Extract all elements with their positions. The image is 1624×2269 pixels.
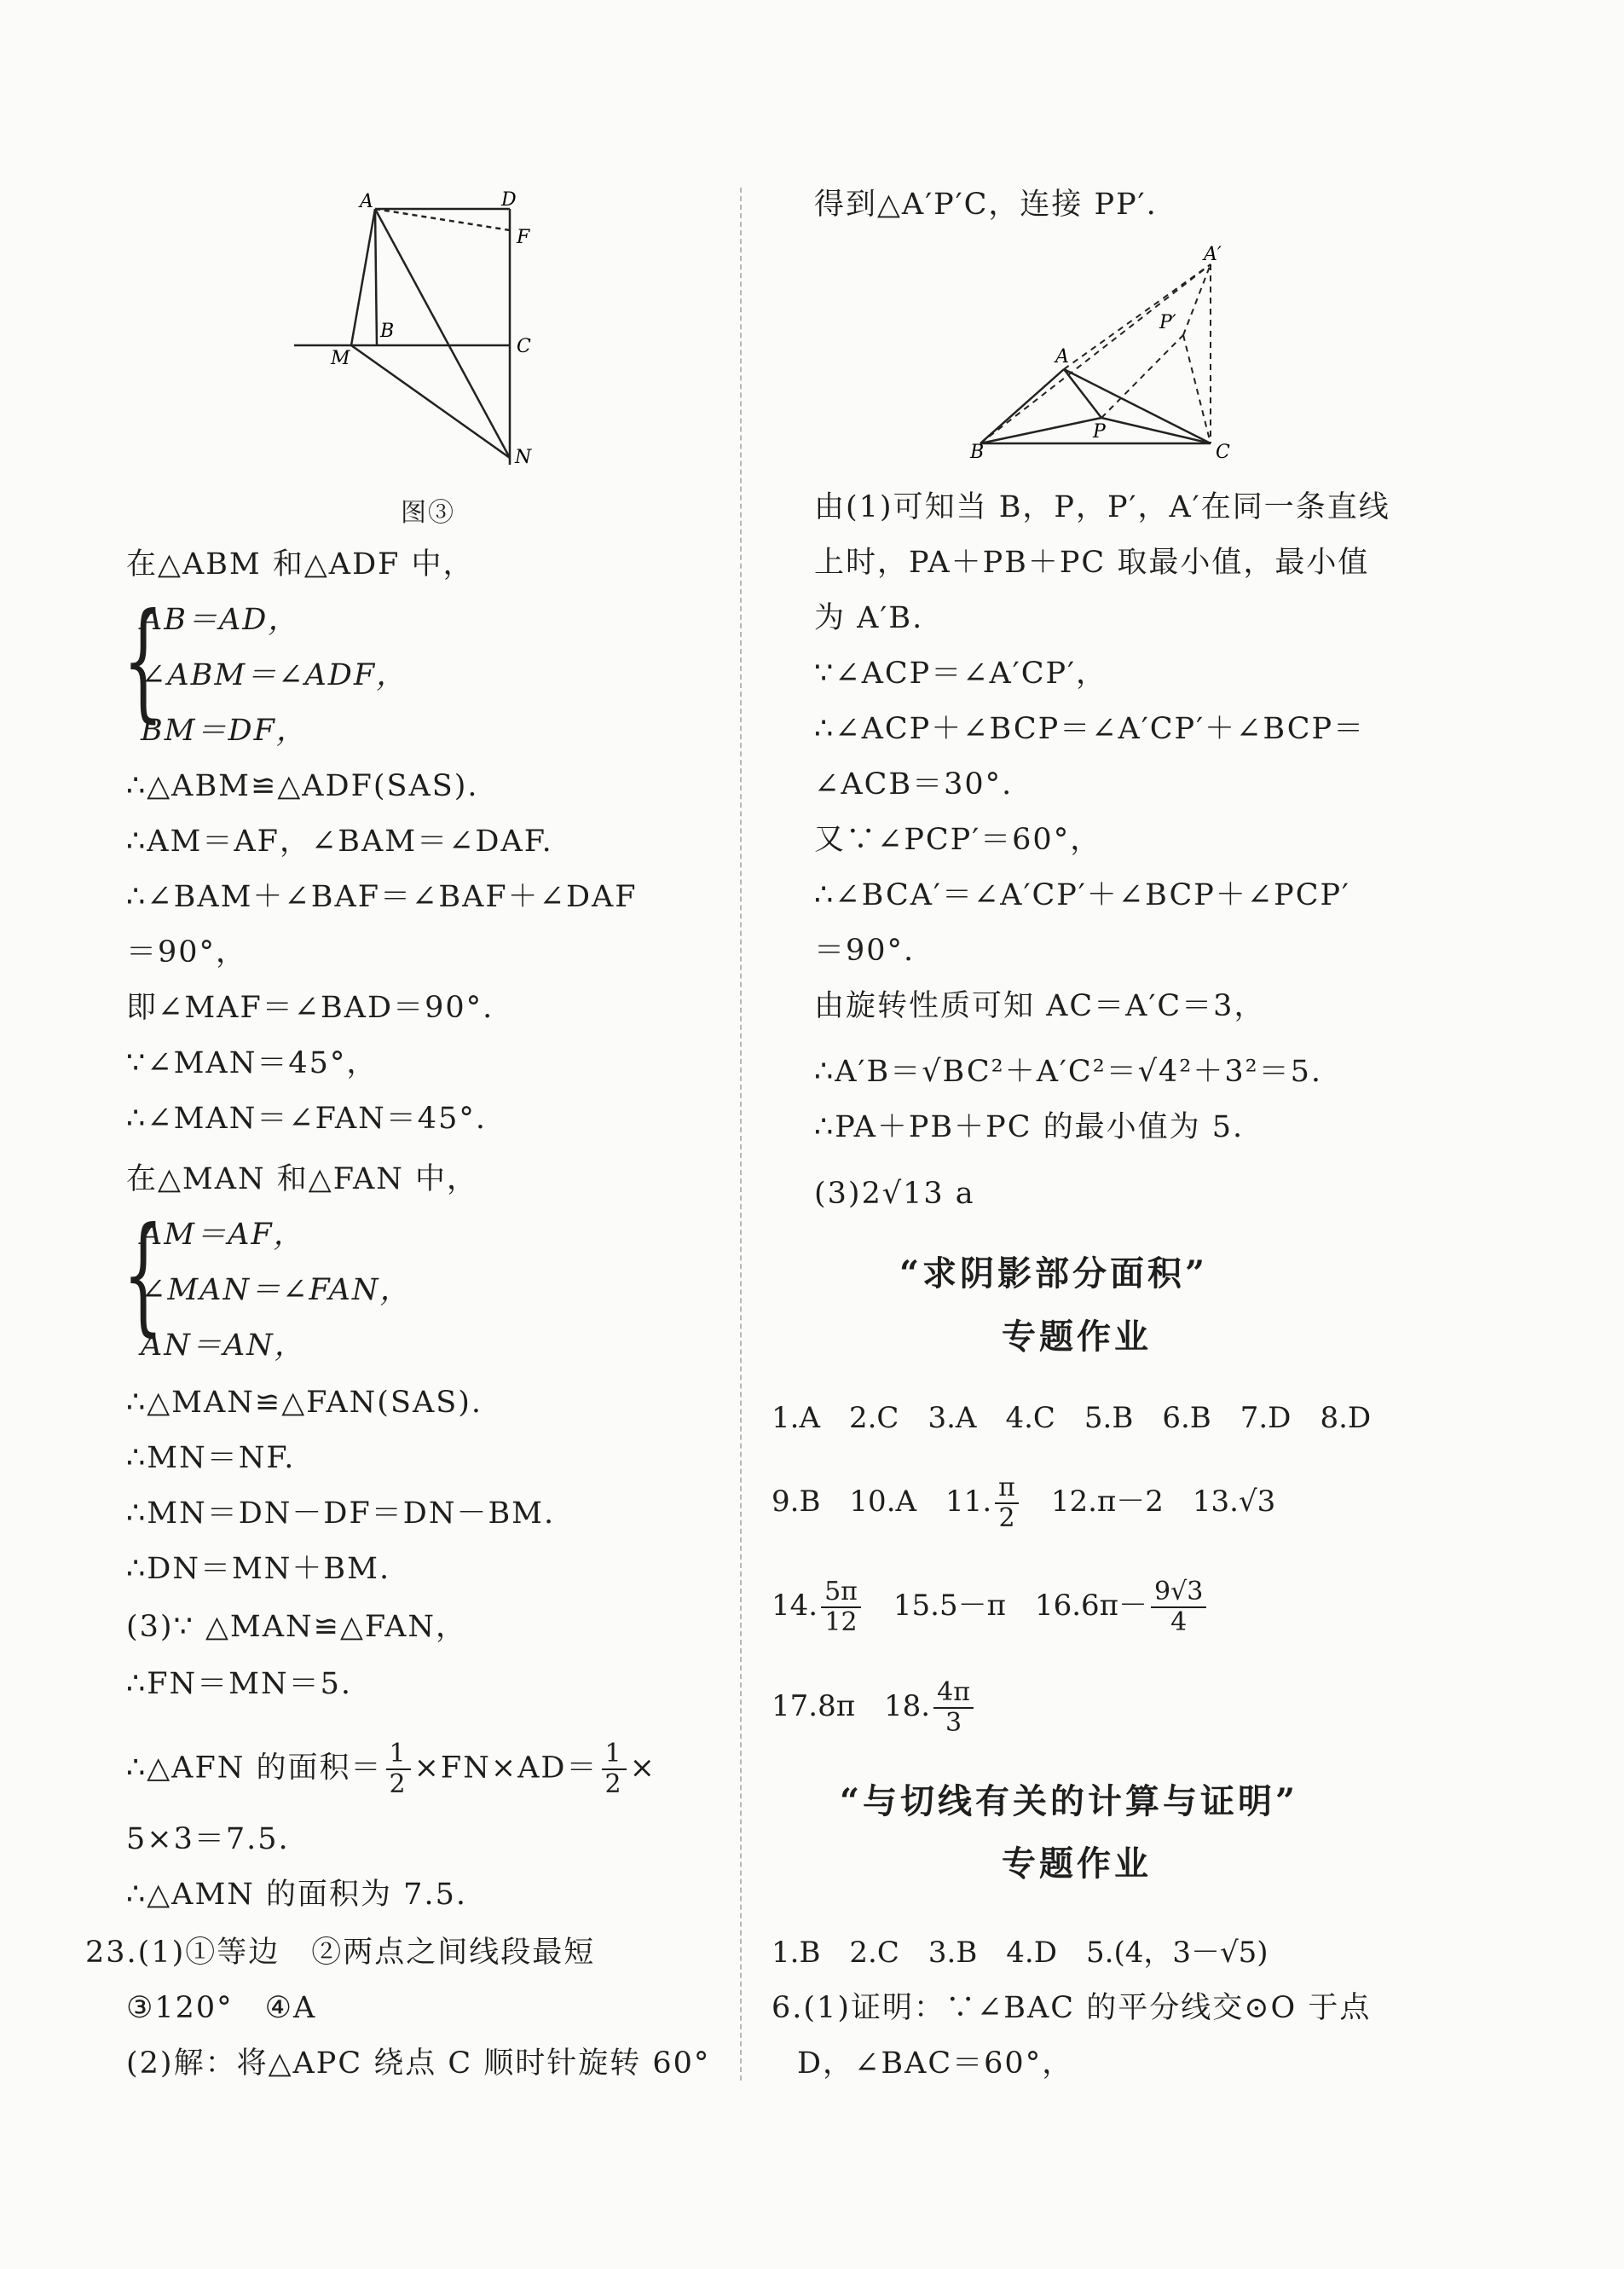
line-AF <box>375 209 510 230</box>
fraction-half: $\frac{1}{2}$ <box>386 1739 411 1799</box>
text-line: ∠ABM＝∠ADF， <box>141 658 408 692</box>
text-line: 5×3＝7.5. <box>126 1822 290 1856</box>
fraction: $\frac{4\pi}{3}$ <box>933 1678 974 1738</box>
section1-subtitle: 专题作业 <box>1002 1317 1152 1357</box>
text-line: ∴∠BCA′＝∠A′CP′＋∠BCP＋∠PCP′ <box>814 878 1350 912</box>
line-P-prime-A-prime <box>1183 264 1211 335</box>
line-MN <box>351 345 510 458</box>
text-line: ∴A′B＝√BC²＋A′C²＝√4²＋3²＝5. <box>814 1055 1323 1089</box>
line-BP <box>980 418 1101 443</box>
text-line: BM＝DF， <box>141 714 308 748</box>
text-line: ∵∠MAN＝45°， <box>126 1046 379 1080</box>
text-line: (2)解：将△APC 绕点 C 顺时针旋转 60° <box>126 2046 711 2081</box>
row2-text-b: 12.π－2 13.√3 <box>1021 1485 1276 1519</box>
label-F: F <box>517 227 530 248</box>
text-line: 又∵∠PCP′＝60°， <box>814 823 1102 857</box>
label-P-prime: P′ <box>1159 312 1176 333</box>
text-line: 在△ABM 和△ADF 中， <box>126 547 475 582</box>
text-line: 由旋转性质可知 AC＝A′C＝3， <box>814 989 1266 1023</box>
line-A-A-prime <box>1064 264 1211 369</box>
text-line: ∴AM＝AF，∠BAM＝∠DAF. <box>126 825 553 859</box>
text-line: AM＝AF， <box>141 1218 305 1252</box>
line-P-P-prime <box>1101 335 1183 418</box>
section2-answers-row1: 1.B 2.C 3.B 4.D 5.(4，3－√5) <box>772 1936 1269 1970</box>
section1-answers-row1: 1.A 2.C 3.A 4.C 5.B 6.B 7.D 8.D <box>772 1401 1372 1435</box>
text-line: ∴MN＝DN－DF＝DN－BM. <box>126 1496 556 1531</box>
section1-answers-row2 <box>772 1473 1275 1533</box>
section1-answers-row3 <box>772 1577 1210 1637</box>
label-C: C <box>517 336 531 357</box>
text-line: ∴△AMN 的面积为 7.5. <box>126 1878 467 1912</box>
label-A: A <box>360 191 373 212</box>
text-line: AB＝AD， <box>141 603 300 637</box>
text-line: ∴△ABM≌△ADF(SAS). <box>126 769 479 803</box>
line-PC <box>1101 418 1211 443</box>
text-line: ＝90°， <box>126 935 248 970</box>
label-A-prime: A′ <box>1204 244 1222 265</box>
text-line: 得到△A′P′C，连接 PP′. <box>814 188 1158 222</box>
text-line: 即∠MAF＝∠BAD＝90°. <box>126 991 494 1025</box>
line-AN <box>375 209 510 458</box>
label-M: M <box>331 348 350 369</box>
section1-answers-row4 <box>772 1678 977 1738</box>
row2-text-a: 9.B 10.A 11. <box>772 1485 992 1519</box>
figure-3-caption: 图③ <box>401 498 455 528</box>
text-line: ∵∠ACP＝∠A′CP′， <box>814 657 1108 691</box>
text-line: ∠ACB＝30°. <box>814 767 1014 802</box>
text-line: ∴DN＝MN＋BM. <box>126 1552 391 1586</box>
fraction: $\frac{9√3}{4}$ <box>1151 1577 1206 1637</box>
line-BA <box>980 369 1064 443</box>
text-line: ∴MN＝NF. <box>126 1441 296 1475</box>
label-C: C <box>1216 442 1230 463</box>
brace: { <box>123 587 164 735</box>
section2-row3: D，∠BAC＝60°， <box>797 2046 1074 2081</box>
text-line: ∴∠ACP＋∠BCP＝∠A′CP′＋∠BCP＝ <box>814 712 1366 746</box>
label-B: B <box>380 321 395 342</box>
line-AP <box>1064 369 1101 418</box>
text-line: ③120° ④A <box>126 1991 317 2025</box>
text-line: 23.(1)①等边 ②两点之间线段最短 <box>85 1936 596 1970</box>
label-B: B <box>970 442 985 463</box>
label-D: D <box>501 189 517 211</box>
text-line: AN＝AN， <box>141 1328 306 1363</box>
section1-title: “求阴影部分面积” <box>899 1253 1209 1294</box>
line-BA-prime <box>980 264 1211 443</box>
row4-text-a: 17.8π 18. <box>772 1689 931 1723</box>
text-line: ∴∠BAM＋∠BAF＝∠BAF＋∠DAF <box>126 880 638 914</box>
text-line: ∴PA＋PB＋PC 的最小值为 5. <box>814 1110 1245 1144</box>
figure-3 <box>281 183 563 490</box>
line-A-M <box>351 209 375 345</box>
text-line: 由(1)可知当 B，P，P′，A′在同一条直线 <box>814 490 1390 524</box>
text-line: 上时，PA＋PB＋PC 取最小值，最小值 <box>814 546 1370 580</box>
section2-title: “与切线有关的计算与证明” <box>840 1781 1299 1821</box>
row3-text-a: 14. <box>772 1589 818 1623</box>
text-line: 为 A′B. <box>814 601 924 635</box>
area-formula-mid: ×FN×AD＝ <box>413 1751 598 1786</box>
label-A: A <box>1055 346 1069 368</box>
section2-row2: 6.(1)证明：∵∠BAC 的平分线交⊙O 于点 <box>772 1991 1372 2025</box>
figure-rotation <box>955 243 1262 465</box>
text-line: (3)2√13 a <box>814 1177 975 1211</box>
text-line: (3)∵ △MAN≌△FAN， <box>126 1610 468 1644</box>
text-line: ∴∠MAN＝∠FAN＝45°. <box>126 1102 487 1136</box>
fraction-half: $\frac{1}{2}$ <box>602 1739 627 1799</box>
text-line: ∴FN＝MN＝5. <box>126 1667 353 1701</box>
section2-subtitle: 专题作业 <box>1002 1844 1152 1884</box>
row3-text-b: 15.5－π 16.6π－ <box>864 1589 1147 1623</box>
column-divider <box>740 188 742 2081</box>
line-P-prime-C <box>1183 335 1211 443</box>
area-formula-start: ∴△AFN 的面积＝ <box>126 1751 383 1786</box>
area-formula-end: × <box>629 1751 656 1786</box>
fraction: $\frac{5\pi}{12}$ <box>821 1577 861 1637</box>
line-AC <box>1064 369 1211 443</box>
text-line: ∴△MAN≌△FAN(SAS). <box>126 1386 483 1420</box>
text-line: ＝90°. <box>814 934 916 968</box>
line-AB <box>375 209 377 345</box>
text-line: 在△MAN 和△FAN 中， <box>126 1162 478 1196</box>
label-P: P <box>1093 421 1106 443</box>
area-formula-line <box>126 1739 656 1799</box>
label-N: N <box>515 447 532 468</box>
fraction: $\frac{\pi}{2}$ <box>995 1473 1019 1533</box>
brace: { <box>123 1201 164 1349</box>
text-line: ∠MAN＝∠FAN， <box>141 1273 412 1307</box>
